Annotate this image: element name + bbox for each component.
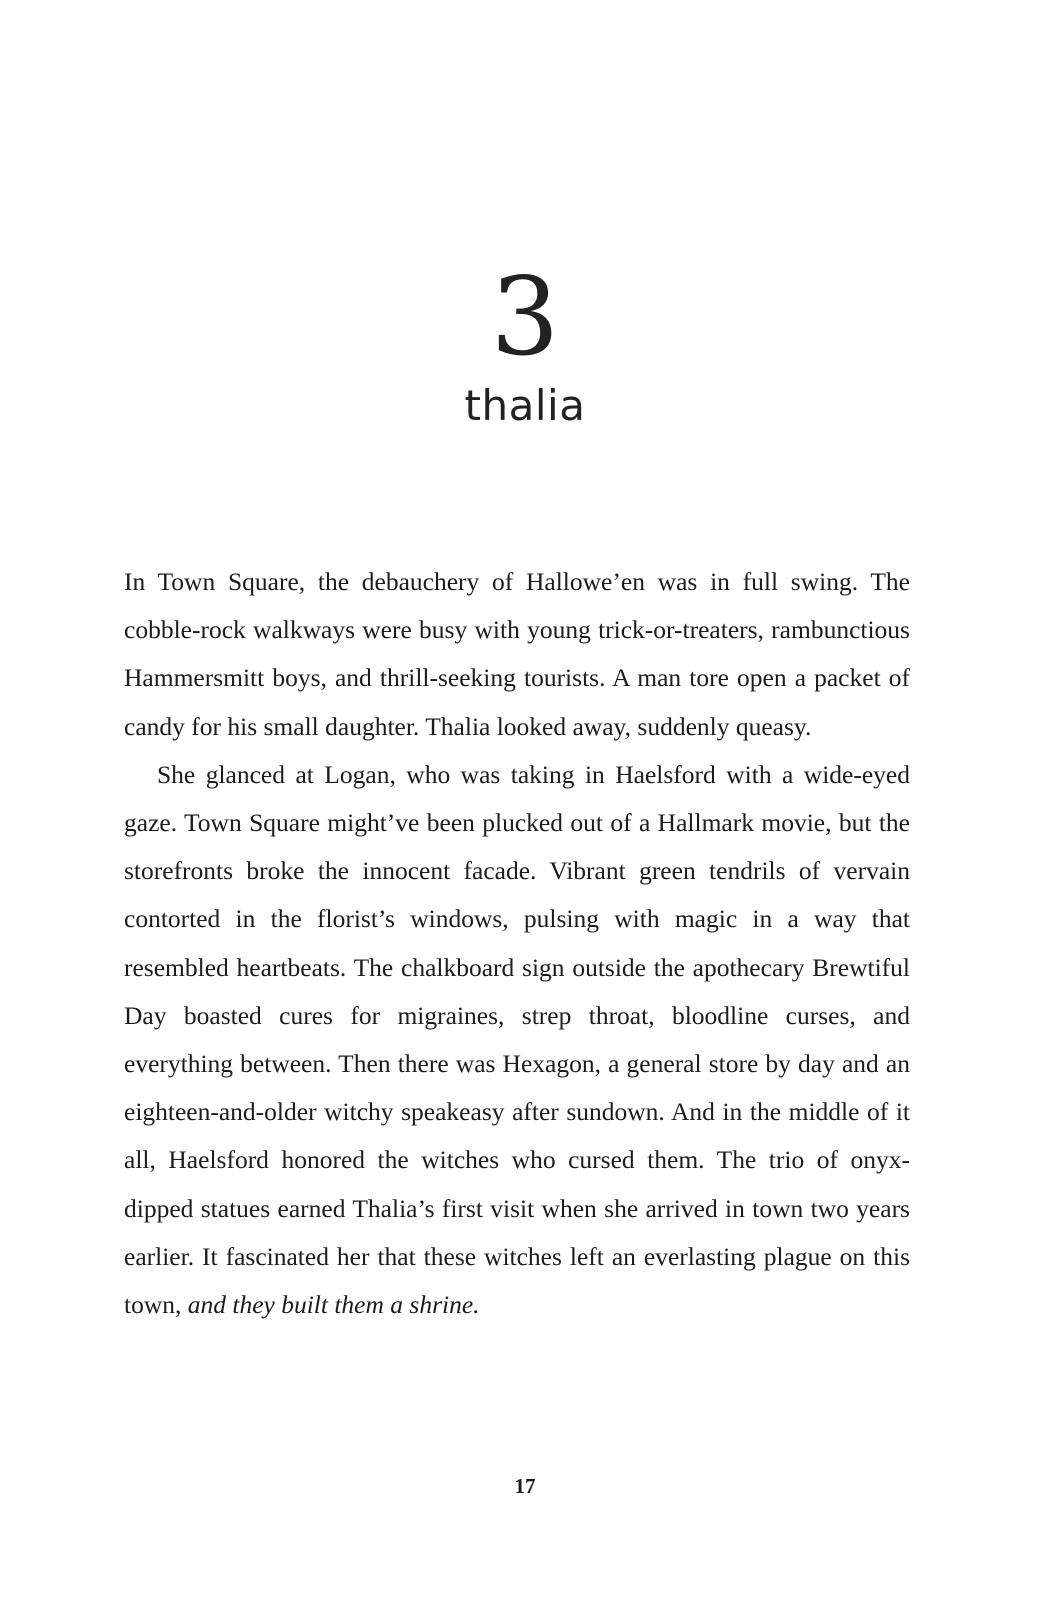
paragraph-1 bbox=[124, 558, 910, 751]
chapter-number: 3 bbox=[490, 255, 560, 380]
chapter-body bbox=[124, 558, 910, 1329]
paragraph-2-italic-text: and they built them a shrine. bbox=[187, 1290, 480, 1320]
paragraph-1-text: In Town Square, the debauchery of Hallowe’en was in full swing. The cobble-rock walkways were busy with young trick-or-treaters, rambunctious Hammersmitt boys, and thrill-seeking tourists. A man tore open a packet of candy for his small daughter. Thalia looked away, suddenly queasy. bbox=[124, 567, 910, 741]
chapter-title: thalia bbox=[464, 381, 586, 430]
page-number: 17 bbox=[514, 1474, 536, 1498]
paragraph-2 bbox=[124, 751, 910, 1329]
paragraph-2-text: She glanced at Logan, who was taking in Haelsford with a wide-eyed gaze. Town Square might’ve been plucked out of a Hallmark movie, but the storefronts broke the innocent facade. Vibrant green tendrils of vervain contorted in the florist’s windows, pulsing with magic in a way that resembled heartbeats. The chalkboard sign outside the apothecary Brewtiful Day boasted cures for migraines, strep throat, bloodline curses, and everything between. Then there was Hexagon, a general store by day and an eighteen-and-older witchy speakeasy after sundown. And in the middle of it all, Haelsford honored the witches who cursed them. The trio of onyx-dipped statues earned Thalia’s first visit when she arrived in town two years earlier. It fascinated her that these witches left an everlasting plague on this town, bbox=[124, 759, 910, 1320]
